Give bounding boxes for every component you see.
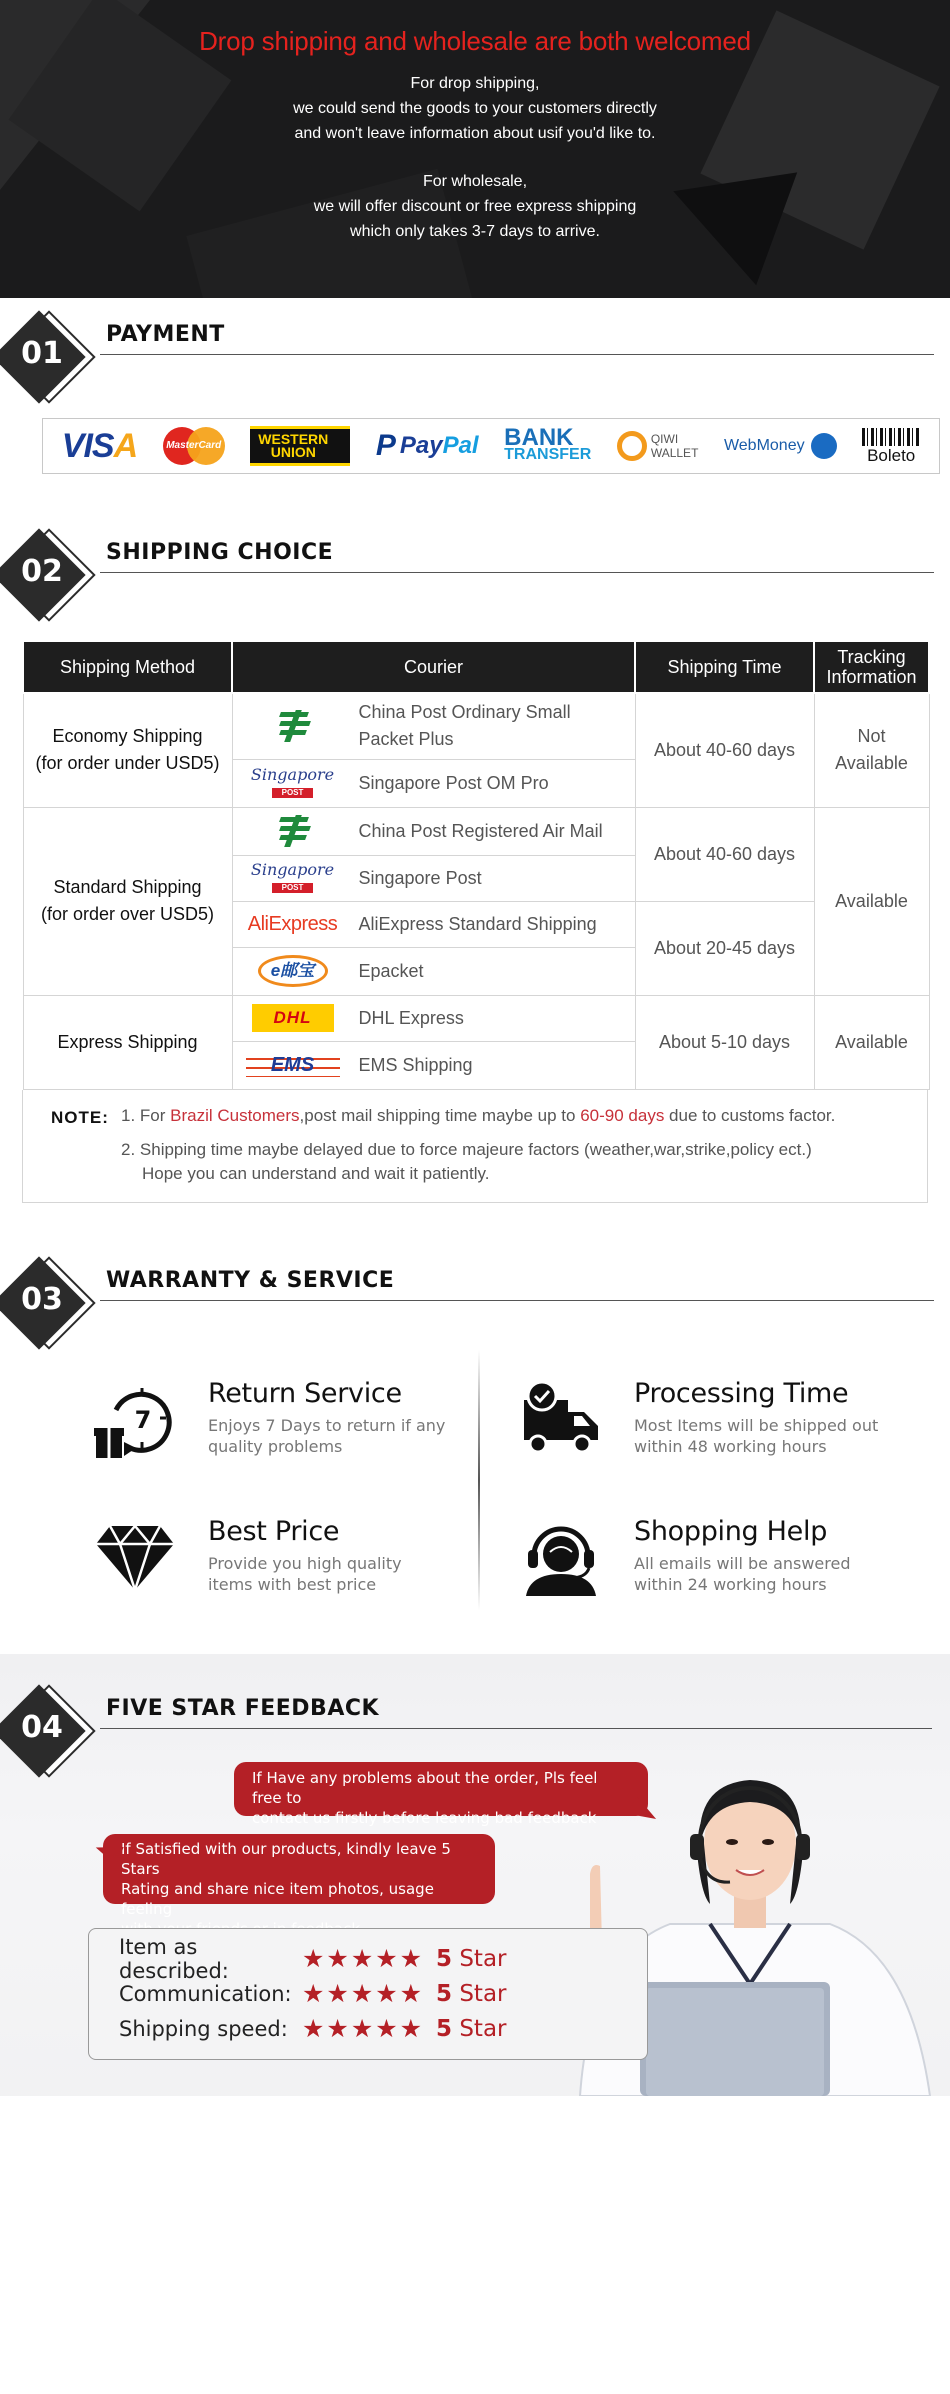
barcode-icon: [862, 428, 920, 446]
globe-icon: [811, 433, 837, 459]
service-desc: Most Items will be shipped out within 48 working hours: [634, 1416, 879, 1456]
section-title: WARRANTY & SERVICE: [106, 1268, 395, 1293]
headset-support-icon: [520, 1516, 602, 1598]
time-cell: About 40-60 days: [635, 693, 814, 807]
column-header: Courier: [232, 641, 635, 693]
hero-banner: [0, 0, 950, 298]
star-icons: ★★★★★: [302, 1944, 425, 1973]
time-cell: About 5-10 days: [635, 995, 814, 1089]
delivery-truck-icon: [520, 1378, 602, 1460]
western-union-logo: WESTERN UNION: [250, 426, 350, 466]
column-header: Tracking Information: [814, 641, 929, 693]
service-title: Return Service: [208, 1378, 402, 1409]
courier-cell: DHL DHL Express: [232, 995, 635, 1041]
service-title: Best Price: [208, 1516, 340, 1547]
ems-logo: EMS: [246, 1054, 340, 1077]
epacket-logo: e邮宝: [258, 955, 328, 987]
shopping-help: [520, 1516, 880, 1616]
service-desc: Provide you high quality items with best price: [208, 1554, 402, 1594]
mastercard-logo: MasterCard: [163, 427, 225, 465]
hero-title: Drop shipping and wholesale are both welcomed: [199, 26, 751, 56]
star-icons: ★★★★★: [302, 1979, 425, 2008]
star-icons: ★★★★★: [302, 2014, 425, 2043]
rating-row: Item as described: ★★★★★ 5 Star: [119, 1934, 507, 1983]
rating-row: Communication: ★★★★★ 5 Star: [119, 1979, 507, 2008]
note-item: 1. For Brazil Customers,post mail shipping time maybe up to 60-90 days due to customs factor.: [121, 1105, 836, 1125]
courier-cell: Singapore POST Singapore Post OM Pro: [232, 759, 635, 807]
drop-shipping-text: For drop shipping, we could send the goods to your customers directly and won't leave information about usif you'd like to.: [293, 75, 657, 142]
processing-time: [520, 1378, 880, 1478]
service-title: Shopping Help: [634, 1516, 828, 1547]
service-desc: All emails will be answered within 24 working hours: [634, 1554, 851, 1594]
note-item: 2. Shipping time maybe delayed due to force majeure factors (weather,war,strike,policy ect.): [121, 1139, 812, 1159]
table-row: [23, 693, 929, 759]
time-cell: About 40-60 days: [635, 807, 814, 901]
svg-text:7: 7: [134, 1406, 152, 1434]
diamond-icon: [94, 1516, 176, 1598]
feedback-section: [0, 1654, 950, 2096]
shipping-note: [22, 1090, 928, 1203]
note-label: NOTE:: [51, 1107, 109, 1127]
courier-cell: China Post Registered Air Mail: [232, 807, 635, 855]
courier-cell: EMS EMS Shipping: [232, 1041, 635, 1089]
table-row: [23, 995, 929, 1041]
boleto-logo: Boleto: [862, 428, 920, 464]
note-item: Hope you can understand and wait it patiently.: [142, 1163, 490, 1183]
visa-logo: VIS A: [61, 426, 138, 465]
return-service: [94, 1378, 454, 1478]
divider: [100, 572, 934, 573]
feedback-bubble: If Satisfied with our products, kindly leave 5 Stars Rating and share nice item photos, usage feeling: [103, 1834, 495, 1904]
wholesale-text: For wholesale, we will offer discount or free express shipping which only takes 3-7 days to arrive.: [313, 173, 637, 240]
column-header: Shipping Method: [23, 641, 232, 693]
singapore-post-logo: Singapore POST: [250, 765, 335, 797]
vertical-divider: [478, 1350, 480, 1610]
shipping-table: [22, 640, 930, 1090]
courier-cell: Singapore POST Singapore Post: [232, 855, 635, 901]
best-price: [94, 1516, 454, 1616]
divider: [100, 1728, 932, 1729]
section-header-warranty: 03 WARRANTY & SERVICE: [0, 1252, 950, 1352]
section-title: PAYMENT: [106, 322, 225, 347]
section-title: SHIPPING CHOICE: [106, 540, 334, 565]
service-title: Processing Time: [634, 1378, 849, 1409]
section-header-payment: 01 PAYMENT: [0, 306, 950, 406]
tracking-cell: Not Available: [814, 693, 929, 807]
table-header-row: [23, 641, 929, 693]
service-desc: Enjoys 7 Days to return if any quality problems: [208, 1416, 446, 1456]
tracking-cell: Available: [814, 995, 929, 1089]
clock-return-icon: [94, 1378, 176, 1460]
rating-row: Shipping speed: ★★★★★ 5 Star: [119, 2014, 507, 2043]
qiwi-wallet-logo: QIWI WALLET: [617, 431, 699, 461]
table-row: [23, 807, 929, 855]
feedback-bubble: If Have any problems about the order, Pls feel free to contact us firstly before leaving bad feedback: [234, 1762, 648, 1816]
webmoney-logo: WebMoney: [724, 433, 837, 459]
section-header-feedback: 04 FIVE STAR FEEDBACK: [0, 1674, 950, 1774]
warranty-section: [0, 1340, 950, 1640]
china-post-logo: [276, 710, 310, 742]
section-title: FIVE STAR FEEDBACK: [106, 1696, 380, 1721]
column-header: Shipping Time: [635, 641, 814, 693]
paypal-logo: P Pay Pal: [375, 429, 479, 462]
rating-box: [88, 1928, 648, 2060]
courier-cell: China Post Ordinary Small Packet Plus: [232, 693, 635, 759]
courier-cell: AliExpress AliExpress Standard Shipping: [232, 901, 635, 947]
method-cell: Express Shipping: [23, 995, 232, 1089]
payment-methods-bar: [42, 418, 940, 474]
china-post-logo: [276, 815, 310, 847]
divider: [100, 354, 934, 355]
method-cell: Standard Shipping (for order over USD5): [23, 807, 232, 995]
courier-cell: e邮宝 Epacket: [232, 947, 635, 995]
singapore-post-logo: Singapore POST: [250, 860, 335, 892]
dhl-logo: DHL: [252, 1004, 334, 1032]
shipping-table-wrapper: [22, 640, 928, 1203]
method-cell: Economy Shipping (for order under USD5): [23, 693, 232, 807]
section-header-shipping: 02 SHIPPING CHOICE: [0, 524, 950, 624]
tracking-cell: Available: [814, 807, 929, 995]
divider: [100, 1300, 934, 1301]
bank-transfer-logo: BANK TRANSFER: [504, 424, 592, 463]
aliexpress-logo: AliExpress: [247, 912, 338, 935]
time-cell: About 20-45 days: [635, 901, 814, 995]
